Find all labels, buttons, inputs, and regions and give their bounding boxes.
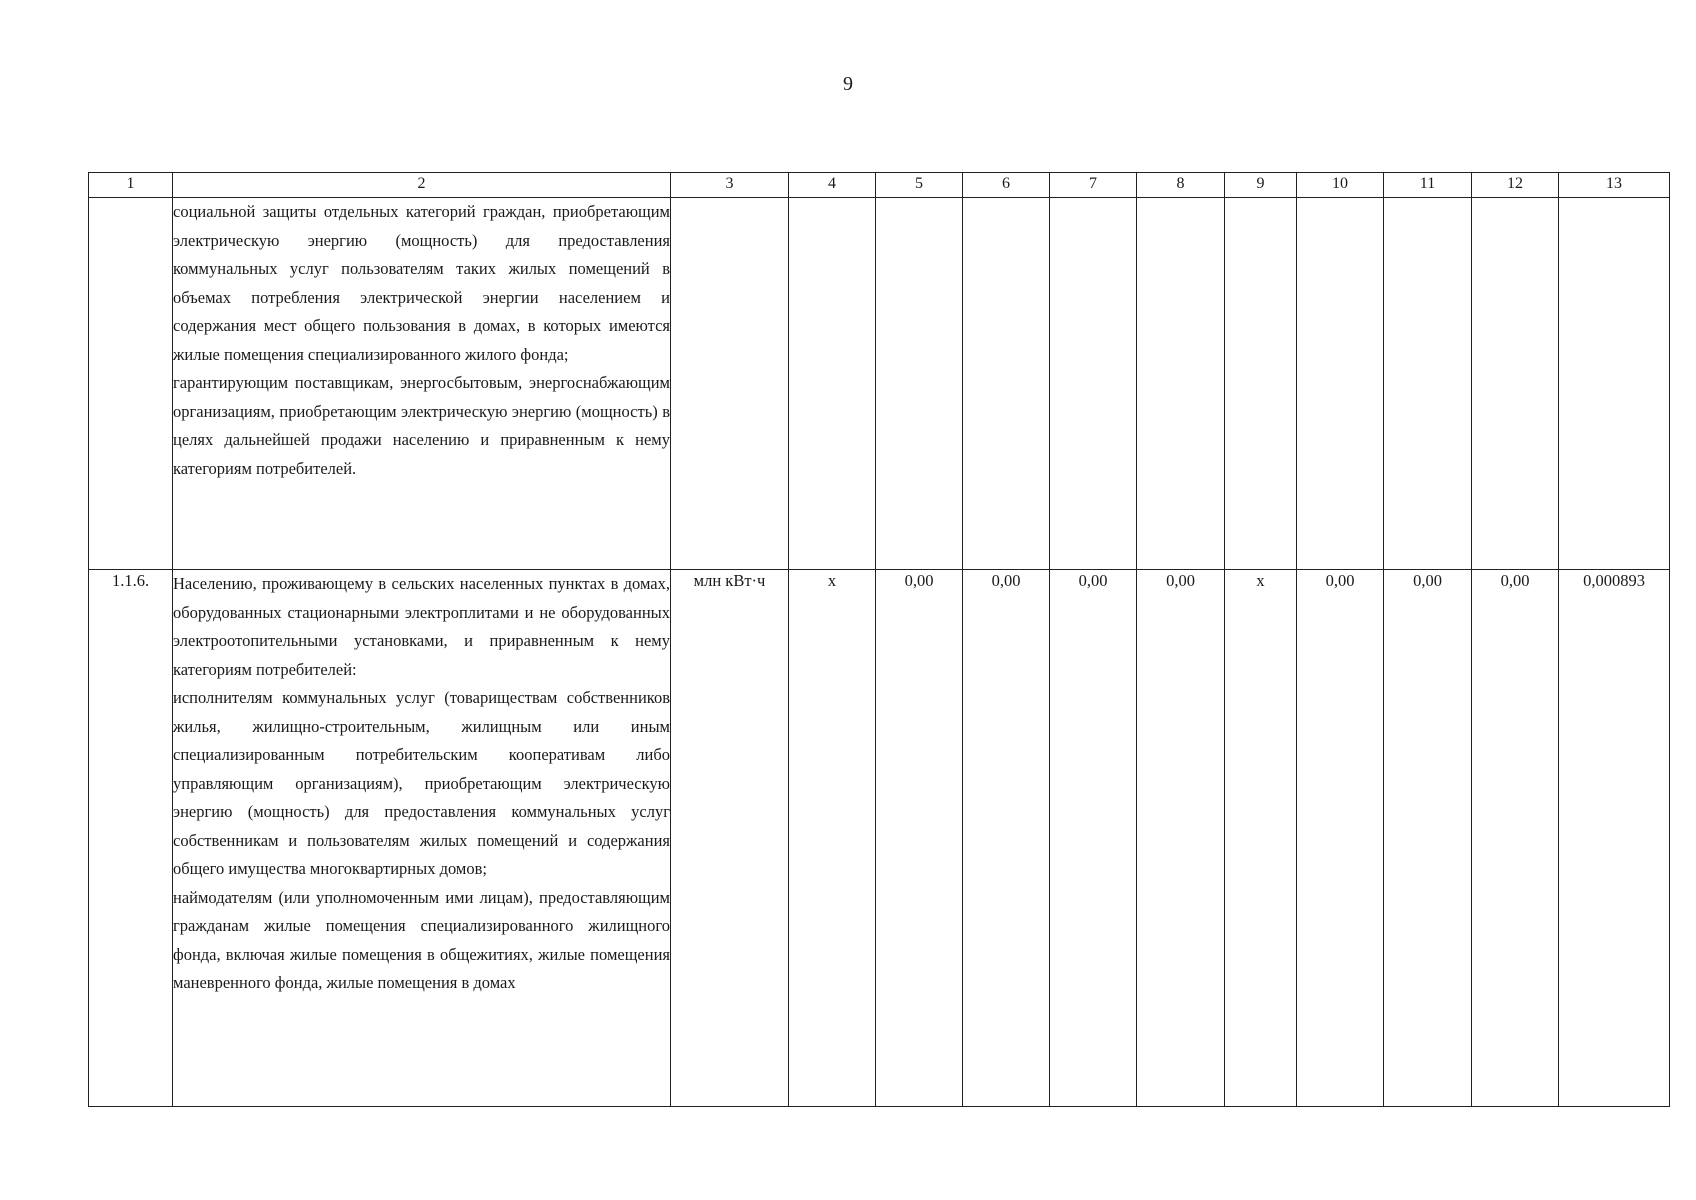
column-header: 8 [1137,173,1225,198]
column-header: 5 [876,173,963,198]
value-cell: 0,00 [1050,570,1137,1107]
value-cell [1297,198,1384,570]
description-paragraph: наймодателям (или уполномоченным ими лицам), предоставляющим гражданам жилые помещения специализированного жилищного фонда, включая жилые помещения в общежитиях, жилые помещения маневренного фонда, жилые помещения в домах [173,887,670,993]
value-cell: х [1225,570,1297,1107]
column-header: 11 [1384,173,1472,198]
column-header: 4 [789,173,876,198]
value-cell [1225,198,1297,570]
value-cell [789,198,876,570]
table-row [89,570,1670,1107]
description-paragraph: гарантирующим поставщикам, энергосбытовым, энергоснабжающим организациям, приобретающим электрическую энергию (мощность) в целях дальнейшей продажи населению и приравненным к нему категориям потребителей. [173,373,670,478]
value-cell [1050,198,1137,570]
value-cell [876,198,963,570]
row-description [173,570,671,1107]
column-header: 7 [1050,173,1137,198]
value-cell: 0,00 [876,570,963,1107]
column-header: 9 [1225,173,1297,198]
column-header: 12 [1472,173,1559,198]
row-unit: млн кВт·ч [671,570,789,1107]
row-description [173,198,671,570]
value-cell [963,198,1050,570]
column-header: 2 [173,173,671,198]
value-cell: 0,00 [1297,570,1384,1107]
column-header: 6 [963,173,1050,198]
row-code [89,198,173,570]
data-table [88,172,1670,1107]
header-row [89,173,1670,198]
column-header: 1 [89,173,173,198]
column-header: 13 [1559,173,1670,198]
value-cell: х [789,570,876,1107]
value-cell: 0,00 [1472,570,1559,1107]
column-header: 3 [671,173,789,198]
table-row [89,198,1670,570]
row-code: 1.1.6. [89,570,173,1107]
row-unit [671,198,789,570]
value-cell [1384,198,1472,570]
value-cell [1472,198,1559,570]
page-number: 9 [843,73,853,95]
description-paragraph: исполнителям коммунальных услуг (товариществам собственников жилья, жилищно-строительным, жилищным или иным специализированным потребительским кооперативам либо управляющим организациям), приобретающим электрическую энергию (мощность) для предоставления коммунальных услуг собственникам и пользователям жилых помещений и содержания общего имущества многоквартирных домов; [173,688,670,879]
value-cell: 0,00 [963,570,1050,1107]
value-cell [1559,198,1670,570]
description-paragraph: социальной защиты отдельных категорий граждан, приобретающим электрическую энергию (мощность) для предоставления коммунальных услуг пользователям таких жилых помещений в объемах потребления электрической энергии населением и содержания мест общего пользования в домах, в которых имеются жилые помещения специализированного жилого фонда; [173,202,670,364]
description-paragraph: Населению, проживающему в сельских населенных пунктах в домах, оборудованных стационарными электроплитами и не оборудованных электроотопительными установками, и приравненным к нему категориям потребителей: [173,574,670,679]
column-header: 10 [1297,173,1384,198]
value-cell: 0,000893 [1559,570,1670,1107]
value-cell: 0,00 [1137,570,1225,1107]
value-cell [1137,198,1225,570]
value-cell: 0,00 [1384,570,1472,1107]
